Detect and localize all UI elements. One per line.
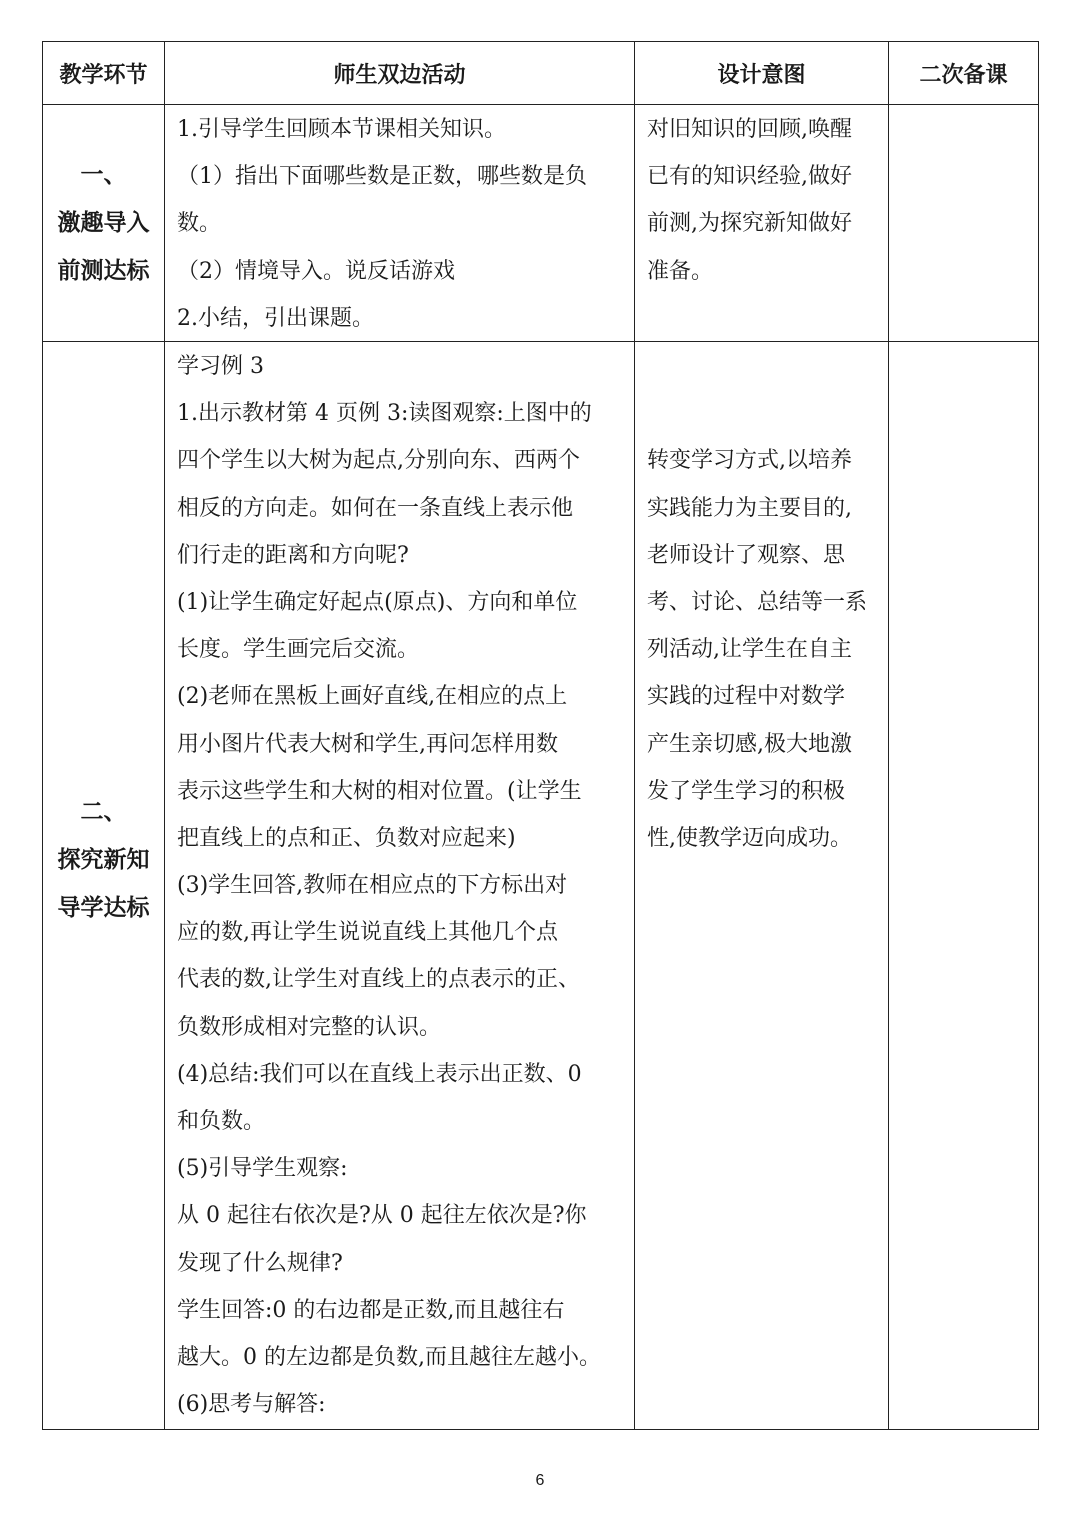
activity-line: 和负数。 xyxy=(177,1109,266,1134)
row2-notes xyxy=(889,342,1038,1429)
intent-line: 已有的知识经验,做好 xyxy=(647,164,852,190)
activity-line: (5)引导学生观察: xyxy=(177,1156,348,1182)
header-intent: 设计意图 xyxy=(717,62,806,88)
row2-intent xyxy=(635,343,888,862)
activity-line: 数。 xyxy=(177,211,222,237)
activity-line: 1.引导学生回顾本节课相关知识。 xyxy=(177,117,506,142)
row1-intent xyxy=(635,106,888,295)
row1-notes xyxy=(889,105,1038,341)
activity-line: 从 0 起往右依次是?从 0 起往左依次是?你 xyxy=(177,1203,587,1229)
intent-line: 实践能力为主要目的, xyxy=(647,495,852,521)
intent-line: 产生亲切感,极大地激 xyxy=(647,731,852,757)
intent-line: 考、讨论、总结等一系 xyxy=(647,589,868,615)
activity-line: 发现了什么规律? xyxy=(177,1250,343,1276)
intent-line: 准备。 xyxy=(647,258,714,284)
activity-line: 长度。学生画完后交流。 xyxy=(177,637,420,663)
row2-stage-line: 二、 xyxy=(80,799,127,825)
row1-stage-line: 激趣导入 xyxy=(57,210,150,236)
intent-line: 列活动,让学生在自主 xyxy=(647,637,852,663)
header-activity: 师生双边活动 xyxy=(333,62,466,88)
activity-line: 学习例 3 xyxy=(177,354,264,379)
intent-line: 前测,为探究新知做好 xyxy=(647,211,852,237)
row1-stage-line: 一、 xyxy=(80,162,127,188)
activity-line: 2.小结，引出课题。 xyxy=(177,305,374,331)
intent-line: 发了学生学习的积极 xyxy=(647,778,846,804)
intent-line: 对旧知识的回顾,唤醒 xyxy=(647,117,852,142)
row2-stage xyxy=(43,740,164,980)
activity-line: (2)老师在黑板上画好直线,在相应的点上 xyxy=(177,684,568,710)
header-notes: 二次备课 xyxy=(919,62,1008,88)
activity-line: 相反的方向走。如何在一条直线上表示他 xyxy=(177,495,574,521)
intent-line: 性,使教学迈向成功。 xyxy=(647,825,852,851)
activity-line: 负数形成相对完整的认识。 xyxy=(177,1014,442,1040)
intent-line: 老师设计了观察、思 xyxy=(647,542,846,568)
activity-line: (6)思考与解答: xyxy=(177,1392,326,1418)
activity-line: 应的数,再让学生说说直线上其他几个点 xyxy=(177,920,558,946)
row2-stage-line: 探究新知 xyxy=(57,847,150,873)
activity-line: 1.出示教材第 4 页例 3:读图观察:上图中的 xyxy=(177,401,592,427)
intent-line: 实践的过程中对数学 xyxy=(647,684,846,710)
activity-line: （1）指出下面哪些数是正数，哪些数是负 xyxy=(177,164,587,190)
activity-line: (4)总结:我们可以在直线上表示出正数、0 xyxy=(177,1061,582,1087)
activity-line: 把直线上的点和正、负数对应起来) xyxy=(177,825,516,851)
activity-line: 四个学生以大树为起点,分别向东、西两个 xyxy=(177,448,580,474)
activity-line: 用小图片代表大树和学生,再问怎样用数 xyxy=(177,731,558,757)
row1-stage xyxy=(43,105,164,341)
row2-stage-line: 导学达标 xyxy=(57,895,150,921)
activity-line: 越大。0 的左边都是负数,而且越往左越小。 xyxy=(177,1344,601,1370)
row1-activity xyxy=(165,106,634,342)
activity-line: 代表的数,让学生对直线上的点表示的正、 xyxy=(177,967,580,993)
activity-line: 表示这些学生和大树的相对位置。(让学生 xyxy=(177,778,582,804)
activity-line: (3)学生回答,教师在相应点的下方标出对 xyxy=(177,873,568,899)
activity-line: 们行走的距离和方向呢? xyxy=(177,542,409,568)
activity-line: （2）情境导入。说反话游戏 xyxy=(177,258,455,284)
intent-line xyxy=(647,390,888,437)
row1-stage-line: 前测达标 xyxy=(57,258,150,284)
intent-line: 转变学习方式,以培养 xyxy=(647,448,852,474)
page-number: 6 xyxy=(535,1472,545,1489)
row2-activity xyxy=(165,343,634,1428)
header-stage: 教学环节 xyxy=(59,62,148,88)
activity-line: (1)让学生确定好起点(原点)、方向和单位 xyxy=(177,589,578,615)
intent-line xyxy=(647,343,888,390)
activity-line: 学生回答:0 的右边都是正数,而且越往右 xyxy=(177,1297,565,1323)
